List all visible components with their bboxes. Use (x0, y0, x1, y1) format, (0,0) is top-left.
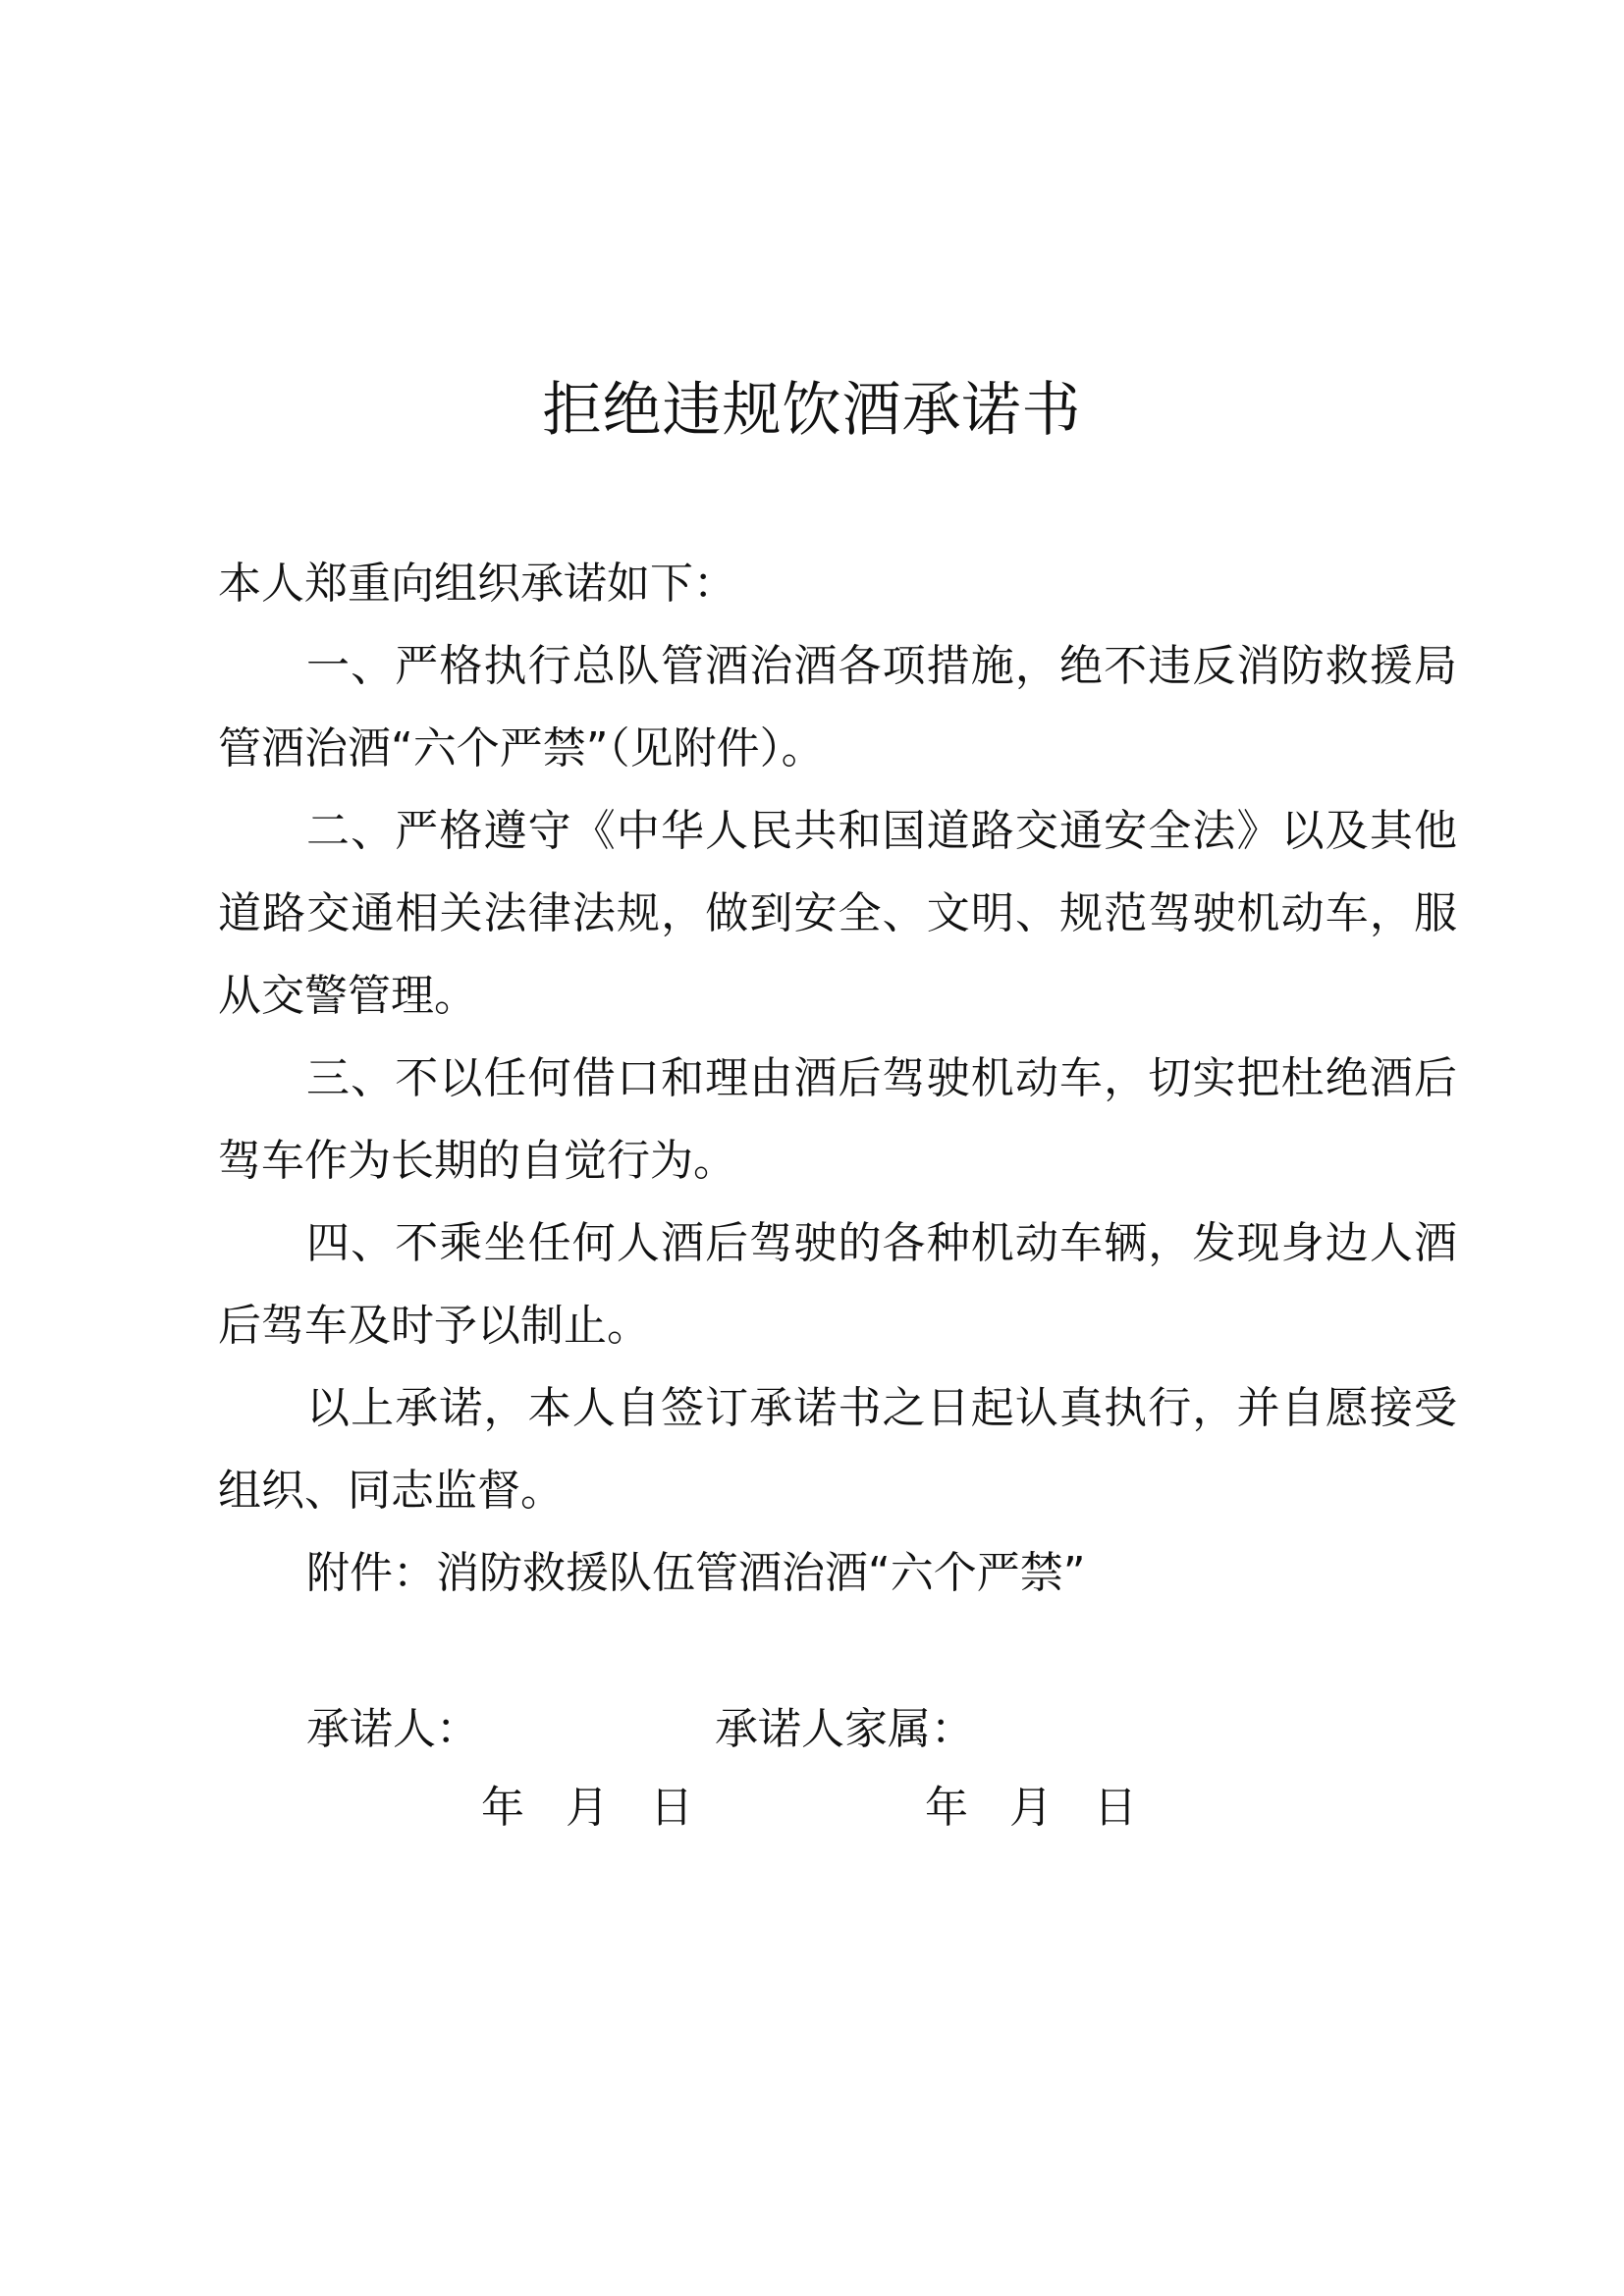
promiser-date-year: 年 (481, 1783, 524, 1833)
closing-paragraph: 以上承诺，本人自签订承诺书之日起认真执行，并自愿接受组织、同志监督。 (218, 1383, 1457, 1516)
attachment-note: 附件：消防救援队伍管酒治酒“六个严禁” (306, 1548, 1086, 1598)
commitment-item-3: 三、不以任何借口和理由酒后驾驶机动车，切实把杜绝酒后驾车作为长期的自觉行为。 (218, 1053, 1457, 1186)
family-date-day: 日 (1094, 1783, 1137, 1833)
document-body (218, 543, 1457, 1615)
family-signature-label: 承诺人家属： (715, 1704, 974, 1754)
family-date (925, 1767, 1137, 1849)
commitment-item-4: 四、不乘坐任何人酒后驾驶的各种机动车辆，发现身边人酒后驾车及时予以制止。 (218, 1218, 1457, 1351)
commitment-item-1: 一、严格执行总队管酒治酒各项措施，绝不违反消防救援局管酒治酒“六个严禁”（见附件）。 (218, 641, 1457, 774)
document-title: 拒绝违规饮酒承诺书 (542, 376, 1082, 445)
promiser-date-day: 日 (650, 1783, 693, 1833)
family-date-month: 月 (1009, 1783, 1053, 1833)
family-date-year: 年 (925, 1783, 968, 1833)
promiser-date-month: 月 (566, 1783, 609, 1833)
commitment-item-2: 二、严格遵守《中华人民共和国道路交通安全法》以及其他道路交通相关法律法规，做到安全、文明、规范驾驶机动车，服从交警管理。 (218, 806, 1457, 1021)
intro-paragraph: 本人郑重向组织承诺如下： (218, 559, 736, 609)
promiser-date (481, 1767, 693, 1849)
promiser-signature-label: 承诺人： (306, 1704, 479, 1754)
